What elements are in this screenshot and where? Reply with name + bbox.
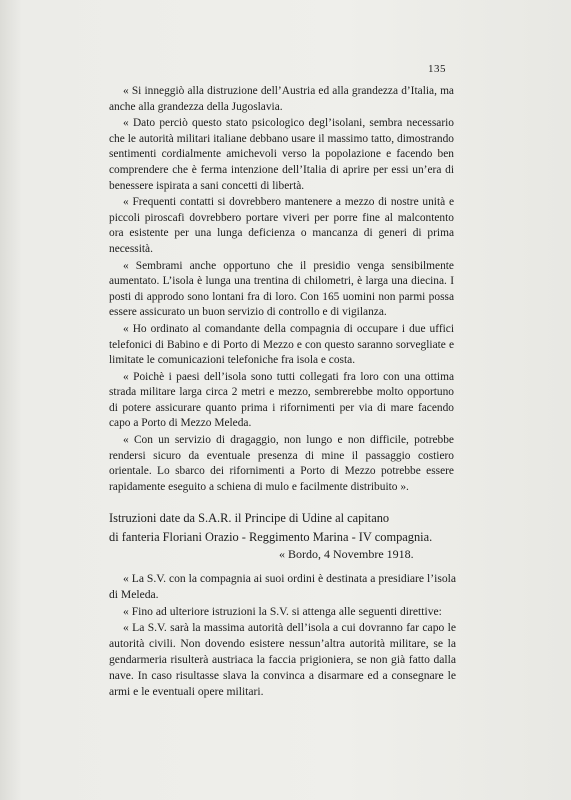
paragraph: « Poichè i paesi dell’isola sono tutti collegati fra loro con una ottima strada militare larga circa 2 metri e mezzo, sembrerebbe molto opportuno di potere assicurare quanto prima i rifornimenti per via di mare facendo capo a Porto di Mezzo Meleda. xyxy=(109,370,454,430)
paragraph: « Dato perciò questo stato psicologico degl’isolani, sembra necessario che le autorità militari italiane debbano usare il massimo tatto, dimostrando sentimenti cordialmente amichevoli verso la popolazione e facendo ben comprendere che è ferma intenzione dell’Italia di aprire per essi un’era di benessere ispirata a sani concetti di libertà. xyxy=(109,117,454,192)
paragraph: « Con un servizio di dragaggio, non lungo e non difficile, potrebbe rendersi sicuro da eventuale presenza di mine il passaggio costiero orientale. Lo sbarco dei rifornimenti a Porto di Mezzo potrebbe essere rapidamente eseguito a schiena di mulo e facilmente distribuito ». xyxy=(109,434,454,493)
paragraph: « La S.V. con la compagnia ai suoi ordini è destinata a presidiare l’isola di Meleda. xyxy=(109,572,456,601)
heading-line: di fanteria Floriani Orazio - Reggimento Marina - IV compagnia. xyxy=(109,530,433,544)
report-text-block xyxy=(109,84,454,495)
paragraph: « La S.V. sarà la massima autorità dell’isola a cui dovranno far capo le autorità civili. Non dovendo esistere nessun’altra autorità militare, se la gendarmeria risulterà austriaca la faccia prigioniera, se non già fatto dalla nave. In caso risultasse slava la convinca a disarmare ed a consegnare le armi e le eventuali opere militari. xyxy=(109,621,456,698)
paragraph: « Si inneggiò alla distruzione dell’Austria ed alla grandezza d’Italia, ma anche alla grandezza della Jugoslavia. xyxy=(109,85,454,113)
paragraph: « Frequenti contatti si dovrebbero mantenere a mezzo di nostre unità e piccoli piroscafi dovrebbero portare viveri per porre fine al malcontento ora esistente per una lunga deficienza o mancanza di generi di prima necessità. xyxy=(109,196,454,255)
dateline: « Bordo, 4 Novembre 1918. xyxy=(279,547,414,561)
paragraph: « Fino ad ulteriore istruzioni la S.V. si attenga alle seguenti direttive: xyxy=(123,604,442,618)
paragraph: « Sembrami anche opportuno che il presidio venga sensibilmente aumentato. L’isola è lunga una trentina di chilometri, è larga una diecina. I posti di approdo sono lontani fra di loro. Con 165 uomini non parmi possa essere assicurato un buon servizio di controllo e di vigilanza. xyxy=(109,259,454,319)
section-heading xyxy=(109,509,457,547)
page-number: 135 xyxy=(428,63,446,75)
instructions-text-block xyxy=(109,571,456,699)
paragraph: « Ho ordinato al comandante della compagnia di occupare i due uffici telefonici di Babino e di Porto di Mezzo e con questo saranno sorvegliate e limitate le comunicazioni telefoniche fra isola e costa. xyxy=(109,322,454,367)
heading-line: Istruzioni date da S.A.R. il Principe di Udine al capitano xyxy=(109,511,390,525)
